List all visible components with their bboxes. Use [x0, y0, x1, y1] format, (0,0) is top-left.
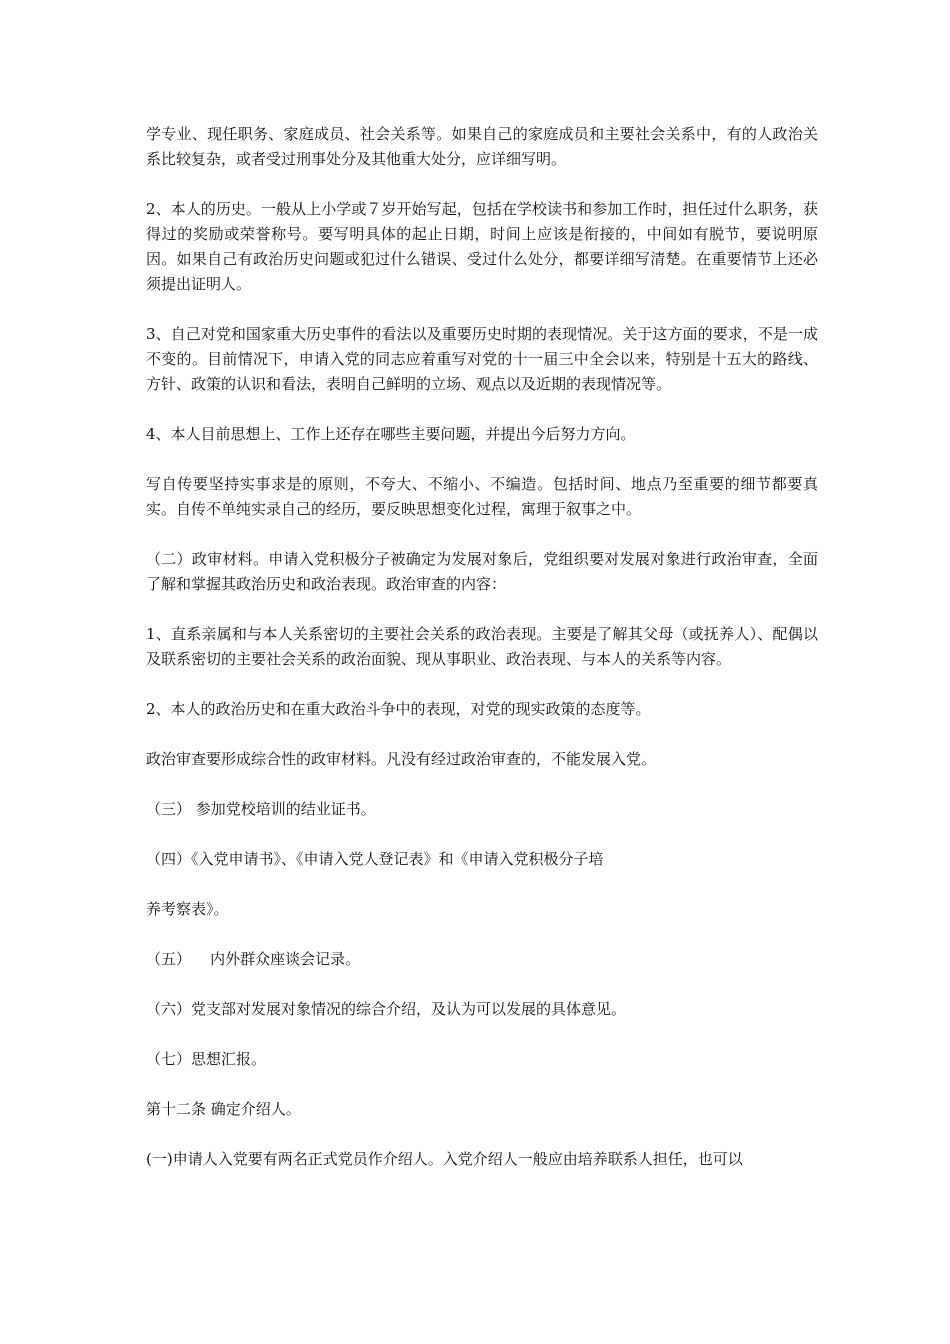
paragraph-item-five: （五） 内外群众座谈会记录。: [146, 950, 361, 968]
paragraph-review-requirement: 政治审查要形成综合性的政审材料。凡没有经过政治审查的，不能发展入党。: [146, 750, 657, 768]
paragraph-item-four: （四）《入党申请书》、《申请入党人登记表》和《申请入党积极分子培: [146, 850, 604, 868]
paragraph-relatives-review: 1、直系亲属和与本人关系密切的主要社会关系的政治表现。主要是了解其父母（或抚养人）、配偶以及联系密切的主要社会关系的政治面貌、现从事职业、政治表现、与本人的关系等内容。: [146, 625, 818, 668]
paragraph-family-relations: 学专业、现任职务、家庭成员、社会关系等。如果自己的家庭成员和主要社会关系中，有的人政治关系比较复杂，或者受过刑事处分及其他重大处分，应详细写明。: [146, 125, 818, 168]
paragraph-item-six: （六）党支部对发展对象情况的综合介绍，及认为可以发展的具体意见。: [146, 1000, 627, 1018]
paragraph-item-seven: （七）思想汇报。: [146, 1050, 267, 1068]
paragraph-autobiography-principle: 写自传要坚持实事求是的原则，不夸大、不缩小、不编造。包括时间、地点乃至重要的细节都要真实。自传不单纯实录自己的经历，要反映思想变化过程，寓理于叙事之中。: [146, 475, 818, 518]
paragraph-views-on-history: 3、自己对党和国家重大历史事件的看法以及重要历史时期的表现情况。关于这方面的要求，不是一成不变的。目前情况下，申请入党的同志应着重写对党的十一届三中全会以来，特别是十五大的路线、方针、政策的认识和看法，表明自己鲜明的立场、观点以及近期的表现情况等。: [146, 325, 818, 393]
paragraph-item-three: （三） 参加党校培训的结业证书。: [146, 800, 376, 818]
paragraph-political-review: （二）政审材料。申请入党积极分子被确定为发展对象后，党组织要对发展对象进行政治审查，全面了解和掌握其政治历史和政治表现。政治审查的内容：: [146, 550, 818, 593]
paragraph-introducers: (一)申请人入党要有两名正式党员作介绍人。入党介绍人一般应由培养联系人担任，也可以: [146, 1150, 743, 1168]
document-page: [146, 122, 818, 1197]
paragraph-current-problems: 4、本人目前思想上、工作上还存在哪些主要问题，并提出今后努力方向。: [146, 425, 636, 443]
paragraph-item-four-continued: 养考察表》。: [146, 900, 229, 918]
paragraph-personal-history: 2、本人的历史。一般从上小学或７岁开始写起，包括在学校读书和参加工作时，担任过什么职务，获得过的奖励或荣誉称号。要写明具体的起止日期，时间上应该是衔接的，中间如有脱节，要说明原因。如果自己有政治历史问题或犯过什么错误、受过什么处分，都要详细写清楚。在重要情节上还必须提出证明人。: [146, 200, 818, 293]
section-heading-article-twelve: 第十二条 确定介绍人。: [146, 1100, 301, 1118]
paragraph-personal-political-history: 2、本人的政治历史和在重大政治斗争中的表现，对党的现实政策的态度等。: [146, 700, 651, 718]
